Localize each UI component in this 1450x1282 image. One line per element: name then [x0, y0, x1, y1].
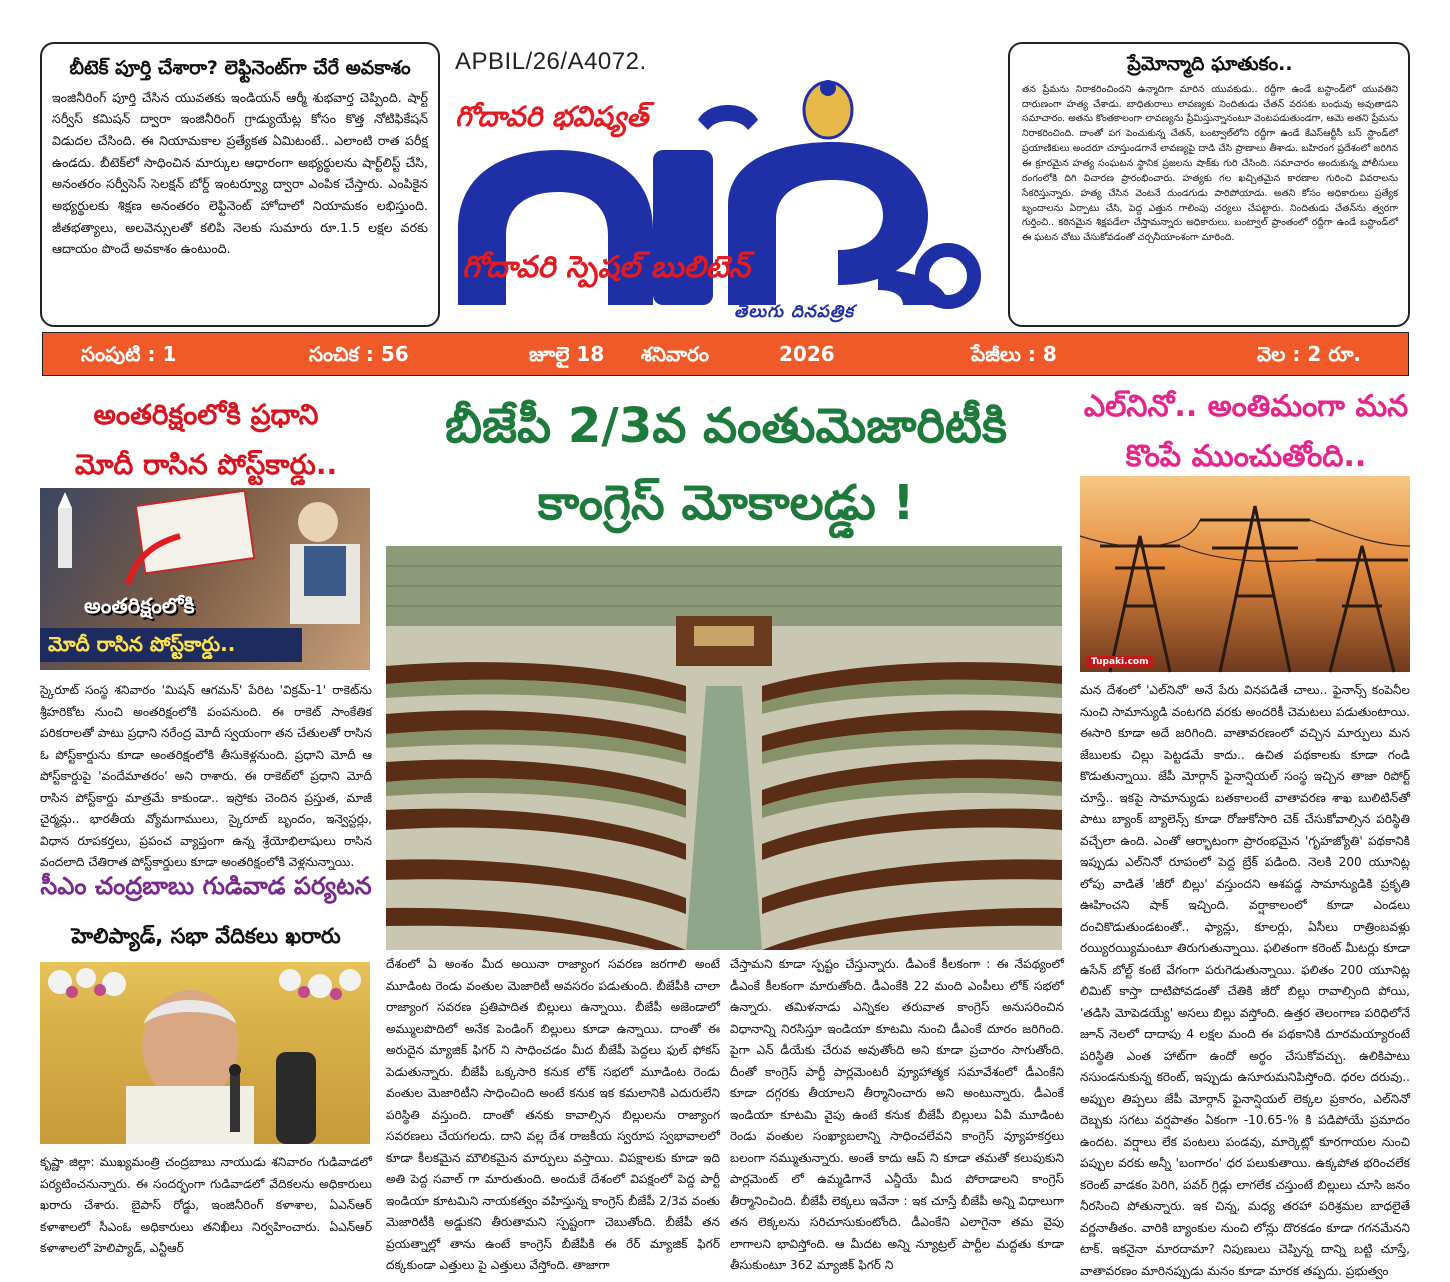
- right-news-box: [1008, 42, 1410, 327]
- main-headline-line2: కాంగ్రెస్ మోకాలడ్డు !: [537, 474, 915, 531]
- cbn-photo: [40, 962, 370, 1144]
- modi-photo-caption-1: అంతరిక్షంలోకి: [84, 594, 195, 618]
- pages-label: పేజీలు : 8: [971, 342, 1057, 366]
- right-box-title: ప్రేమోన్మాది ఘాతుకం..: [1127, 53, 1293, 75]
- cbn-headline: సీఎం చంద్రబాబు గుడివాడ పర్యటన: [40, 872, 372, 900]
- modi-headline: [40, 390, 372, 491]
- masthead-tagline-bottom: తెలుగు దినపత్రిక: [734, 302, 855, 322]
- volume-label: సంపుటి : 1: [81, 342, 177, 366]
- left-news-box: [40, 42, 440, 327]
- issue-label: సంచిక : 56: [309, 342, 409, 366]
- year-label: 2026: [779, 342, 835, 366]
- power-headline-line1: ఎల్‌నినో.. అంతిమంగా మన: [1083, 389, 1409, 424]
- modi-postcard-photo: [40, 488, 370, 670]
- masthead-tagline-mid: గోదావరి స్పెషల్ బులిటెన్: [462, 250, 750, 285]
- modi-photo-caption-2: మోదీ రాసిన పోస్ట్‌కార్డు..: [40, 628, 302, 662]
- power-headline-line2: కొంపే ముంచుతోంది..: [1125, 438, 1367, 474]
- modi-headline-line1: అంతరిక్షంలోకి ప్రధాని: [93, 398, 319, 431]
- day-label: శనివారం: [641, 342, 709, 366]
- parliament-photo-illustration: [386, 546, 1062, 950]
- parliament-photo: [386, 546, 1062, 950]
- main-headline: [384, 388, 1068, 542]
- cbn-story-body: కృష్ణా జిల్లా: ముఖ్యమంత్రి చంద్రబాబు నాయుడు శనివారం గుడివాడలో పర్యటించనున్నారు. ఈ సందర్భంగా గుడివాడలో వేదికలను అధికారులు ఖరారు చేశారు. బైపాస్ రోడ్డు, ఇంజినీరింగ్ కళాశాల, ఏఎన్ఆర్ కళాశాలలో సీఎంఓ అధికారులు తనిఖీలు నిర్వహించారు. ఏఎన్ఆర్ కళాశాలలో హెలిప్యాడ్, ఎన్టీఆర్: [40, 1155, 372, 1256]
- modi-story-body: స్కైరూట్ సంస్థ శనివారం 'మిషన్ ఆగమన్' పేరిట 'విక్రమ్-1' రాకెట్‌ను శ్రీహరికోట నుంచి అంతరిక్షంలోకి పంపనుంది. ఈ రాకెట్ సాంకేతిక పరికరాలతో పాటు ప్రధాని నరేంద్ర మోదీ స్వయంగా తన చేతులతో రాసిన ఓ పోస్ట్‌కార్డును కూడా అంతరిక్షంలోకి తీసుకెళ్లనుంది. ప్రధాని మోదీ ఆ పోస్ట్‌కార్డుపై 'వందేమాతరం' అని రాశారు. ఈ రాకెట్‌లో ప్రధాని మోదీ రాసిన పోస్ట్‌కార్డు మాత్రమే కాకుండా.. ఇస్రోకు చెందిన ప్రస్తుత, మాజీ చైర్మన్లు.. భారతీయ వ్యోమగాములు, స్కైరూట్ బృందం, ఇన్వెస్టర్లు, విధాన రూపకర్తలు, ప్రపంచ వ్యాప్తంగా ఉన్న శ్రేయోభిలాషులు రాసిన వందలాది చేతిరాత పోస్ట్‌కార్డులు కూడా అంతరిక్షంలోకి వెళ్లనున్నాయి.: [40, 683, 372, 870]
- main-story-column-1: దేశంలో ఏ అంశం మీద అయినా రాజ్యాంగ సవరణ జరగాలి అంటే మూడింట రెండు వంతుల మెజారిటీ అవసరం పడుతుంది. బీజేపీకి చాలా రాజ్యాంగ సవరణ ప్రతిపాదిత బిల్లులు ఉన్నాయి. బీజేపీ అజెండాలో అమ్ములపొదిలో అనేక పెండింగ్ బిల్లులు కూడా ఉన్నాయి. దాంతో ఈ అరుదైన మ్యాజిక్ ఫిగర్ ని సాధించడం మీద బీజేపీ పెద్దలు ఫుల్ ఫోకస్ పెడుతున్నారు. బీజేపీ ఒక్కసారి కనుక లోక్ సభలో మూడింట రెండు వంతుల మెజారిటీని సాధించింది అంటే కనుక ఇక కమలానికి ఎదురులేని పరిస్థితి వస్తుంది. దాంతో తనకు కావాల్సిన బిల్లులను రాజ్యాంగ సవరణలు చేయగలదు. దాని వల్ల దేశ రాజకీయ స్వరూప స్వభావాలలో కూడా కీలకమైన మౌలికమైన మార్పులు వస్తాయి. విపక్షాలకు కూడా ఇది అతి పెద్ద సవాల్ గా మారుతుంది. అందుకే దేశంలో విపక్షంలో పెద్ద పార్టీ ఇండియా కూటమిని నాయకత్వం వహిస్తున్న కాంగ్రెస్ బీజేపీ 2/3వ వంతు మెజారిటీకి అడ్డుకని తీరుతామని స్పష్టంగా చెబుతోంది. బీజేపీ తన ప్రయత్నాల్లో తాను ఉంటే కాంగ్రెస్ బీజేపీకి ఈ రేర్ మ్యాజిక్ ఫిగర్ దక్కకుండా ఎత్తులు పై ఎత్తులు వేస్తోంది. తాజాగా: [386, 957, 720, 1273]
- right-box-body: తన ప్రేమను నిరాకరించిందని ఉన్మాదిగా మారిన యువకుడు.. రద్దీగా ఉండే బస్టాండ్‌లో యువతిని దారుణంగా హత్య చేశాడు. బాధితురాలు లావణ్యకు నిందితుడు చేతన్ వరసకు బంధువు అవుతాడని సమాచారం. అతను కొంతకాలంగా లావణ్యను ప్రేమిస్తున్నానంటూ వెంటపడుతుండగా, ఆమె అతని ప్రేమను నిరాకరించింది. దాంతో పగ పెంచుకున్న చేతన్, బంట్వాల్‌లోని రద్దీగా ఉండే కేఎస్ఆర్టీసీ బస్ స్టాండ్‌లో ప్రయాణికులు అందరూ చూస్తుండగానే లావణ్యపై దాడి చేసి ప్రాణాలు తీశాడు. బహిరంగ ప్రదేశంలో జరిగిన ఈ క్రూరమైన హత్య సంఘటన స్థానిక ప్రజలను షాక్‌కు గురి చేసింది. సమాచారం అందుకున్న పోలీసులు రంగంలోకి దిగి విచారణ ప్రారంభించారు. హత్యకు గల ఖచ్చితమైన కారణాల గురించి వివరాలను సేకరిస్తున్నారు. హత్య చేసిన వెంటనే దుండగుడు పారిపోయాడు. అతని కోసం అధికారులు ప్రత్యేక బృందాలను ఏర్పాటు చేసి, పెద్ద ఎత్తున గాలింపు చర్యలు చేపట్టారు. నిందితుడు చేతన్‌ను త్వరగా గుర్తించి.. కఠినమైన శిక్షపడేలా చేస్తామన్నారు అధికారులు. బంట్వాల్ ప్రాంతంలో రద్దీగా ఉండే బస్టాండ్‌లో ఈ ఘటన చోటు చేసుకోవడంతో చర్చనీయాంశంగా మారింది.: [1022, 83, 1398, 244]
- modi-headline-line2: మోదీ రాసిన పోస్ట్‌కార్డు..: [74, 448, 338, 482]
- power-tower-photo: [1080, 476, 1410, 672]
- power-story-body: మన దేశంలో 'ఎల్‌నినో' అనే పేరు వినపడితే చాలు.. ఫైనాన్స్ కంపెనీల నుంచి సామాన్యుడి వంటగది వరకు అందరికీ చెమటలు పడుతుంటాయి. ఈసారి కూడా అదే జరిగింది. వాతావరణంలో వచ్చిన మార్పులు మన జేబులకు చిల్లు పెట్టడమే కాదు.. ఉచిత పథకాలకు కూడా గండి కొడుతున్నాయి. జేపీ మోర్గాన్ ఫైనాన్షియల్ సంస్థ ఇచ్చిన తాజా రిపోర్ట్ చూస్తే.. ఇకపై సామాన్యుడు బతకాలంటే వాతావరణ శాఖ బులిటిన్‌తో పాటు బ్యాంక్ బ్యాలెన్స్ కూడా రోజుకోసారి చెక్ చేసుకోవాల్సిన పరిస్థితి వచ్చేలా ఉంది. ఎంతో ఆర్భాటంగా ప్రారంభమైన 'గృహజ్యోతి' పథకానికి ఇప్పుడు ఎల్‌నినో రూపంలో పెద్ద బ్రేక్ పడింది. నెలకి 200 యూనిట్ల లోపు వాడితే 'జీరో బిల్లు' వస్తుందని ఆశపడ్డ సామాన్యుడికి ప్రకృతి ఊహించని షాక్ ఇచ్చింది. వర్షాకాలంలో కూడా ఎండలు దంచికొడుతుండటంతో.. ఫ్యాన్లు, కూలర్లు, ఏసీలు రాత్రింబవళ్లు రయ్యిరయ్యిమంటూ తిరుగుతున్నాయి. ఫలితంగా కరెంట్ మీటర్లు కూడా ఉసేన్ బోల్ట్ కంటే వేగంగా పరుగెడుతున్నాయి. ఫలితం 200 యూనిట్ల లిమిట్ కాస్తా దాటిపోవడంతో చేతికి జీరో బిల్లు రావాల్సింది పోయి, 'తడిసి మోపెడయ్యే' అసలు బిల్లు వస్తోంది. ఉత్తర తెలంగాణ పరిధిలోనే జూన్ నెలలో దాదాపు 4 లక్షల మంది ఈ పథకానికి దూరమయ్యారంటే పరిస్థితి ఎంత హాట్‌గా ఉందో అర్థం చేసుకోవచ్చు. ఉలికిపాటు నసుండనుకున్న కరెంట్, ఇప్పుడు ఉసూరుమనిపిస్తోంది. ధరల దరువు.. అప్పుల తిప్పలు జేపీ మోర్గాన్ ఫైనాన్షియల్ లెక్కల ప్రకారం, ఎల్‌నినో దెబ్బకు సగటు వర్షపాతం ఏకంగా -10.65-% కి పడిపోయే ప్రమాదం ఉందట. వర్షాలు లేక పంటలు పండవు, మార్కెట్లో కూరగాయల నుంచి పప్పుల వరకు అన్నీ 'బంగారం' ధర పలుకుతాయి. ఉక్కపోత భరించలేక కరెంట్ వాడకం పెరిగి, పవర్ గ్రిడ్లు లాగలేక చస్తుంటే బిల్లులు చూసి జనం నీరసించి పోతున్నారు. ఇక చిన్న, మధ్య తరహా పరిశ్రమల బాధలైతే వర్ణనాతీతం. వారికి బ్యాంకుల నుంచి లోన్లు దొరకడం కూడా గగనమేనని టాక్. ఇకనైనా మారదామా? నిపుణులు చెప్పిన్న దాన్ని బట్టి చూస్తే, వాతావరణం మారినప్పుడు మనం కూడా మారక తప్పదు. ప్రభుత్వం: [1080, 683, 1410, 1278]
- main-headline-line1: బీజేపీ 2/3వ వంతుమెజారిటీకి: [444, 398, 1008, 454]
- power-photo-illustration: [1080, 476, 1410, 672]
- main-story-column-2: చేస్తామని కూడా స్పష్టం చేస్తున్నారు. డీఎంకే కీలకంగా : ఈ నేపథ్యంలో డీఎంకే కీలకంగా మారుతోంది. డీఎంకేకి 22 మంది ఎంపీలు లోక్ సభలో ఉన్నారు. తమిళనాడు ఎన్నికల తరువాత కాంగ్రెస్ అనుసరించిన విధానాన్ని నిరసిస్తూ ఇండియా కూటమి నుంచి డీఎంకే దూరం జరిగింది. పైగా ఎన్ డీయేకు చేరువ అవుతోంది అని కూడా ప్రచారం సాగుతోంది. దీంతో కాంగ్రెస్ పార్టీ పార్లమెంటరీ వ్యూహాత్మక సమావేశంలో డీఎంకేని కూడా దగ్గరకు తీయాలని తీర్మానించారు అని అంటున్నారు. డీఎంకే ఇండియా కూటమి వైపు ఉంటే కనుక బీజేపీ బిల్లులు ఏవీ మూడింట రెండు వంతుల సంఖ్యాబలాన్ని సాధించలేవని కాంగ్రెస్ వ్యూహకర్తలు బలంగా నమ్ముతున్నారు. అంతే కాదు ఆప్ ని కూడా తమతో కలుపుకుని పార్లమెంట్ లో ఉమ్మడిగానే ఎన్డీయే మీద పోరాడాలని కాంగ్రెస్ తీర్మానించింది. బీజేపీ లెక్కలు ఇవేనా : ఇక చూస్తే బీజేపీ అన్ని విధాలుగా తన లెక్కలను సరిచూసుకుంటోంది. డీఎంకేని ఎలాగైనా తమ వైపు లాగాలని భావిస్తోంది. ఆ మీదట అన్ని న్యూట్రల్ పార్టీల మద్దతు కూడా తీసుకుంటూ 362 మ్యాజిక్ ఫిగర్ ని: [730, 957, 1064, 1273]
- info-strip: [42, 332, 1409, 376]
- registration-number: APBIL/26/A4072.: [455, 48, 647, 75]
- price-label: వెల : 2 రూ.: [1257, 342, 1362, 366]
- photo-watermark: Tupaki.com: [1086, 656, 1153, 668]
- cbn-subheadline: హెలిప్యాడ్, సభా వేదికలు ఖరారు: [71, 924, 341, 948]
- left-box-body: ఇంజినీరింగ్ పూర్తి చేసిన యువతకు ఇండియన్ ఆర్మీ శుభవార్త చెప్పింది. షార్ట్ సర్వీస్ కమిషన్ ద్వారా ఇంజినీరింగ్ గ్రాడ్యుయేట్ల కోసం కొత్త నోటిఫికేషన్ విడుదల చేసింది. ఈ నియామకాల ప్రత్యేకత ఏమిటంటే.. ఎలాంటి రాత పరీక్ష ఉండదు. బీటెక్‌లో సాధించిన మార్కుల ఆధారంగా అభ్యర్థులను షార్ట్‌లిస్ట్ చేసి, అనంతరం సర్వీసెస్ సెలక్షన్ బోర్డ్ ఇంటర్వ్యూ ద్వారా ఎంపిక చేస్తారు. ఎంపికైన అభ్యర్థులకు శిక్షణ అనంతరం లెఫ్టినెంట్ హోదాలో నియామకం లభిస్తుంది. జీతభత్యాలు, అలవెన్సులతో కలిపి నెలకు సుమారు రూ.1.5 లక్షల వరకు ఆదాయం పొందే అవకాశం ఉంటుంది.: [52, 89, 428, 257]
- cbn-photo-illustration: [40, 962, 370, 1144]
- date-label: జూలై 18: [529, 342, 605, 366]
- masthead-tagline-top: గోదావరి భవిష్యత్: [455, 100, 649, 133]
- left-box-title: బీటెక్ పూర్తి చేశారా? లెఫ్టినెంట్‌గా చేరే అవకాశం: [69, 57, 411, 79]
- buddha-icon: [804, 80, 852, 138]
- power-headline: [1076, 382, 1416, 481]
